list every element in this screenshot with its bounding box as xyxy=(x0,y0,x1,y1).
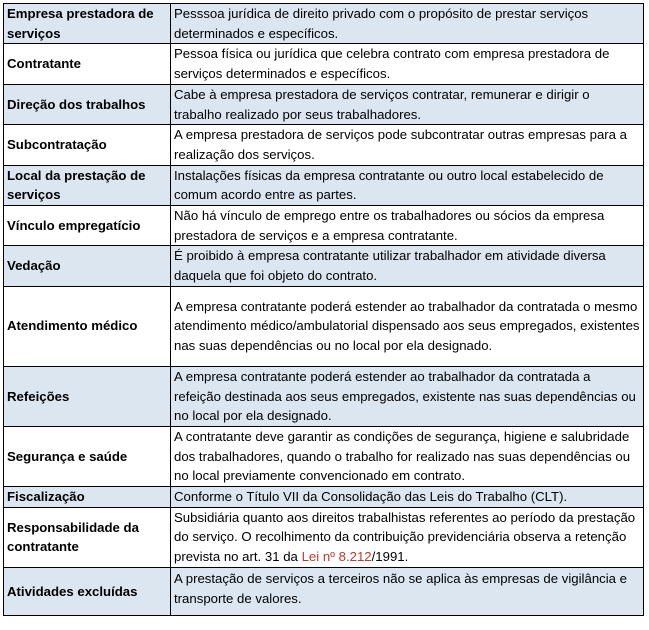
row-term: Atendimento médico xyxy=(4,286,171,366)
table-row xyxy=(4,426,644,486)
table-row xyxy=(4,366,644,426)
row-definition: A contratante deve garantir as condições de segurança, higiene e salubridade dos trabalhadores, quando o trabalho for realizado nas suas dependências ou no local previamente convencionado em contrato. xyxy=(171,426,644,486)
table-row xyxy=(4,206,644,246)
row-term: Contratante xyxy=(4,44,171,84)
table-row xyxy=(4,44,644,84)
row-definition: A empresa prestadora de serviços pode subcontratar outras empresas para a realização dos serviços. xyxy=(171,125,644,165)
table-row xyxy=(4,84,644,124)
table-row xyxy=(4,507,644,567)
row-term: Segurança e saúde xyxy=(4,426,171,486)
definitions-table xyxy=(3,3,644,616)
table-row xyxy=(4,487,644,508)
row-term: Empresa prestadora de serviços xyxy=(4,4,171,44)
definition-text-end: /1991. xyxy=(371,549,409,565)
table-row xyxy=(4,567,644,615)
row-term: Refeições xyxy=(4,366,171,426)
row-definition: Pesssoa jurídica de direito privado com o propósito de prestar serviços determinados e específicos. xyxy=(171,4,644,44)
definition-text: Subsidiária quanto aos direitos trabalhistas referentes ao período da prestação do serviço. O recolhimento da contribuição previdenciária observa a retenção prevista no art. 31 da xyxy=(174,509,636,565)
row-definition: Instalações físicas da empresa contratante ou outro local estabelecido de comum acordo entre as partes. xyxy=(171,165,644,205)
table-row xyxy=(4,165,644,205)
row-term: Atividades excluídas xyxy=(4,567,171,615)
table-row xyxy=(4,125,644,165)
row-definition: Conforme o Título VII da Consolidação das Leis do Trabalho (CLT). xyxy=(171,487,644,508)
row-term: Vedação xyxy=(4,246,171,286)
row-term: Responsabilidade da contratante xyxy=(4,507,171,567)
row-term: Local da prestação de serviços xyxy=(4,165,171,205)
row-definition: A empresa contratante poderá estender ao trabalhador da contratada o mesmo atendimento médico/ambulatorial dispensado aos seus empregados, existentes nas suas dependências ou no local por ela designado. xyxy=(171,286,644,366)
row-term: Subcontratação xyxy=(4,125,171,165)
table-row xyxy=(4,4,644,44)
table-row xyxy=(4,286,644,366)
row-term: Vínculo empregatício xyxy=(4,206,171,246)
row-definition xyxy=(171,507,644,567)
row-definition: É proibido à empresa contratante utilizar trabalhador em atividade diversa daquela que foi objeto do contrato. xyxy=(171,246,644,286)
row-definition: Pessoa física ou jurídica que celebra contrato com empresa prestadora de serviços determinados e específicos. xyxy=(171,44,644,84)
row-definition: A empresa contratante poderá estender ao trabalhador da contratada a refeição destinada aos seus empregados, existente nas suas dependências ou no local por ela designado. xyxy=(171,366,644,426)
table-row xyxy=(4,246,644,286)
row-definition: Não há vínculo de emprego entre os trabalhadores ou sócios da empresa prestadora de serviços e a empresa contratante. xyxy=(171,206,644,246)
row-term: Direção dos trabalhos xyxy=(4,84,171,124)
law-link[interactable]: Lei nº 8.212 xyxy=(301,549,372,565)
row-definition: A prestação de serviços a terceiros não se aplica às empresas de vigilância e transporte de valores. xyxy=(171,567,644,615)
row-definition: Cabe à empresa prestadora de serviços contratar, remunerar e dirigir o trabalho realizado por seus trabalhadores. xyxy=(171,84,644,124)
row-term: Fiscalização xyxy=(4,487,171,508)
